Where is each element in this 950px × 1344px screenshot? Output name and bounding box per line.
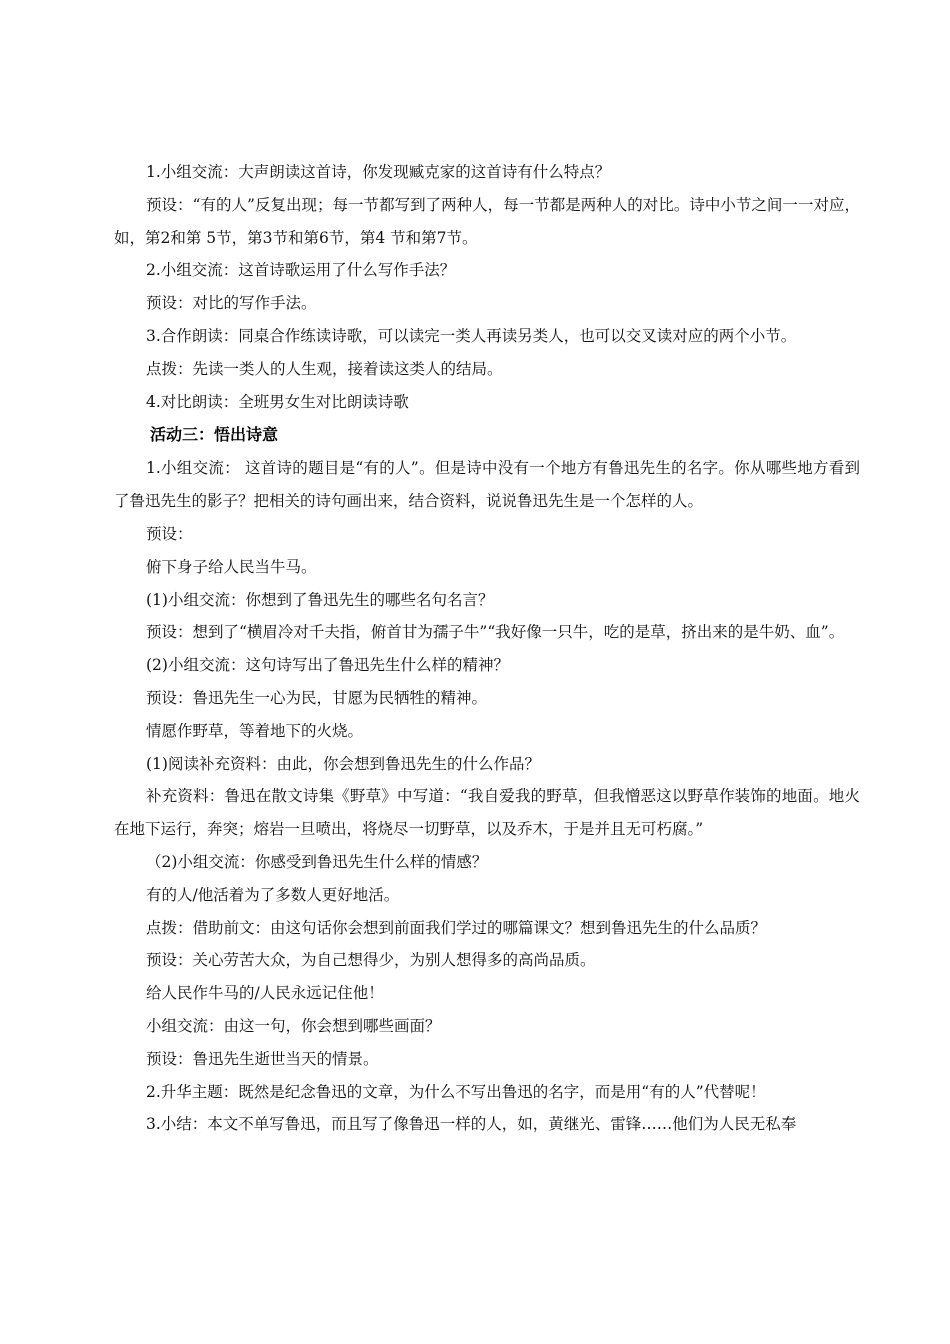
- paragraph: (1)阅读补充资料：由此，你会想到鲁迅先生的什么作品？: [146, 754, 540, 773]
- paragraph: 2.小组交流：这首诗歌运用了什么写作手法？: [146, 261, 456, 280]
- paragraph: 预设：鲁迅先生逝世当天的情景。: [146, 1049, 379, 1068]
- section-heading: 活动三：悟出诗意: [150, 425, 279, 445]
- paragraph: 4.对比朗读：全班男女生对比朗读诗歌: [146, 392, 409, 411]
- paragraph: 3.合作朗读：同桌合作练读诗歌，可以读完一类人再读另类人，也可以交叉读对应的两个小节。: [146, 326, 797, 345]
- paragraph: (1)小组交流：你想到了鲁迅先生的哪些名句名言？: [146, 590, 494, 609]
- paragraph: 补充资料：鲁迅在散文诗集《野草》中写道：“我自爱我的野草，但我憎恶这以野草作装饰的地面。地火在地下运行，奔突；熔岩一旦喷出，将烧尽一切野草，以及乔木，于是并且无可朽腐。”: [114, 787, 860, 839]
- paragraph: 预设：对比的写作手法。: [146, 294, 317, 313]
- paragraph: 1.小组交流：大声朗读这首诗，你发现臧克家的这首诗有什么特点？: [146, 163, 611, 181]
- paragraph: 3.小结：本文不单写鲁迅，而且写了像鲁迅一样的人，如，黄继光、雷锋……他们为人民无私奉: [146, 1115, 797, 1134]
- paragraph: 点拨：先读一类人的人生观，接着读这类人的结局。: [146, 359, 503, 378]
- paragraph: 点拨：借助前文：由这句话你会想到前面我们学过的哪篇课文？想到鲁迅先生的什么品质？: [146, 918, 767, 937]
- paragraph: 预设：鲁迅先生一心为民，甘愿为民牺牲的精神。: [146, 688, 488, 707]
- paragraph: 小组交流：由这一句，你会想到哪些画面？: [146, 1016, 441, 1035]
- paragraph: (2)小组交流：这句诗写出了鲁迅先生什么样的精神？: [146, 656, 509, 675]
- paragraph: 俯下身子给人民当牛马。: [146, 557, 317, 576]
- paragraph: （2)小组交流：你感受到鲁迅先生什么样的情感？: [146, 852, 488, 871]
- paragraph: 预设：“有的人”反复出现；每一节都写到了两种人，每一节都是两种人的对比。诗中小节之间一一对应，如，第2和第 5节，第3节和第6节，第4 节和第7节。: [114, 195, 860, 247]
- paragraph: 有的人/他活着为了多数人更好地活。: [146, 885, 400, 904]
- paragraph: 预设：想到了“横眉冷对千夫指，俯首甘为孺子牛”“我好像一只牛，吃的是草，挤出来的是牛奶、血”。: [146, 623, 845, 642]
- paragraph: 预设：关心劳苦大众，为自己想得少，为别人想得多的高尚品质。: [146, 951, 596, 970]
- paragraph: 情愿作野草，等着地下的火烧。: [146, 721, 364, 740]
- paragraph: 预设：: [146, 524, 193, 543]
- paragraph: 2.升华主题：既然是纪念鲁迅的文章，为什么不写出鲁迅的名字，而是用“有的人”代替呢！: [146, 1082, 766, 1101]
- paragraph: 给人民作牛马的/人民永远记住他！: [146, 984, 384, 1003]
- document-body: [114, 156, 860, 1141]
- paragraph: 1.小组交流： 这首诗的题目是“有的人”。但是诗中没有一个地方有鲁迅先生的名字。你从哪些地方看到了鲁迅先生的影子？把相关的诗句画出来，结合资料，说说鲁迅先生是一个怎样的人。: [114, 459, 860, 511]
